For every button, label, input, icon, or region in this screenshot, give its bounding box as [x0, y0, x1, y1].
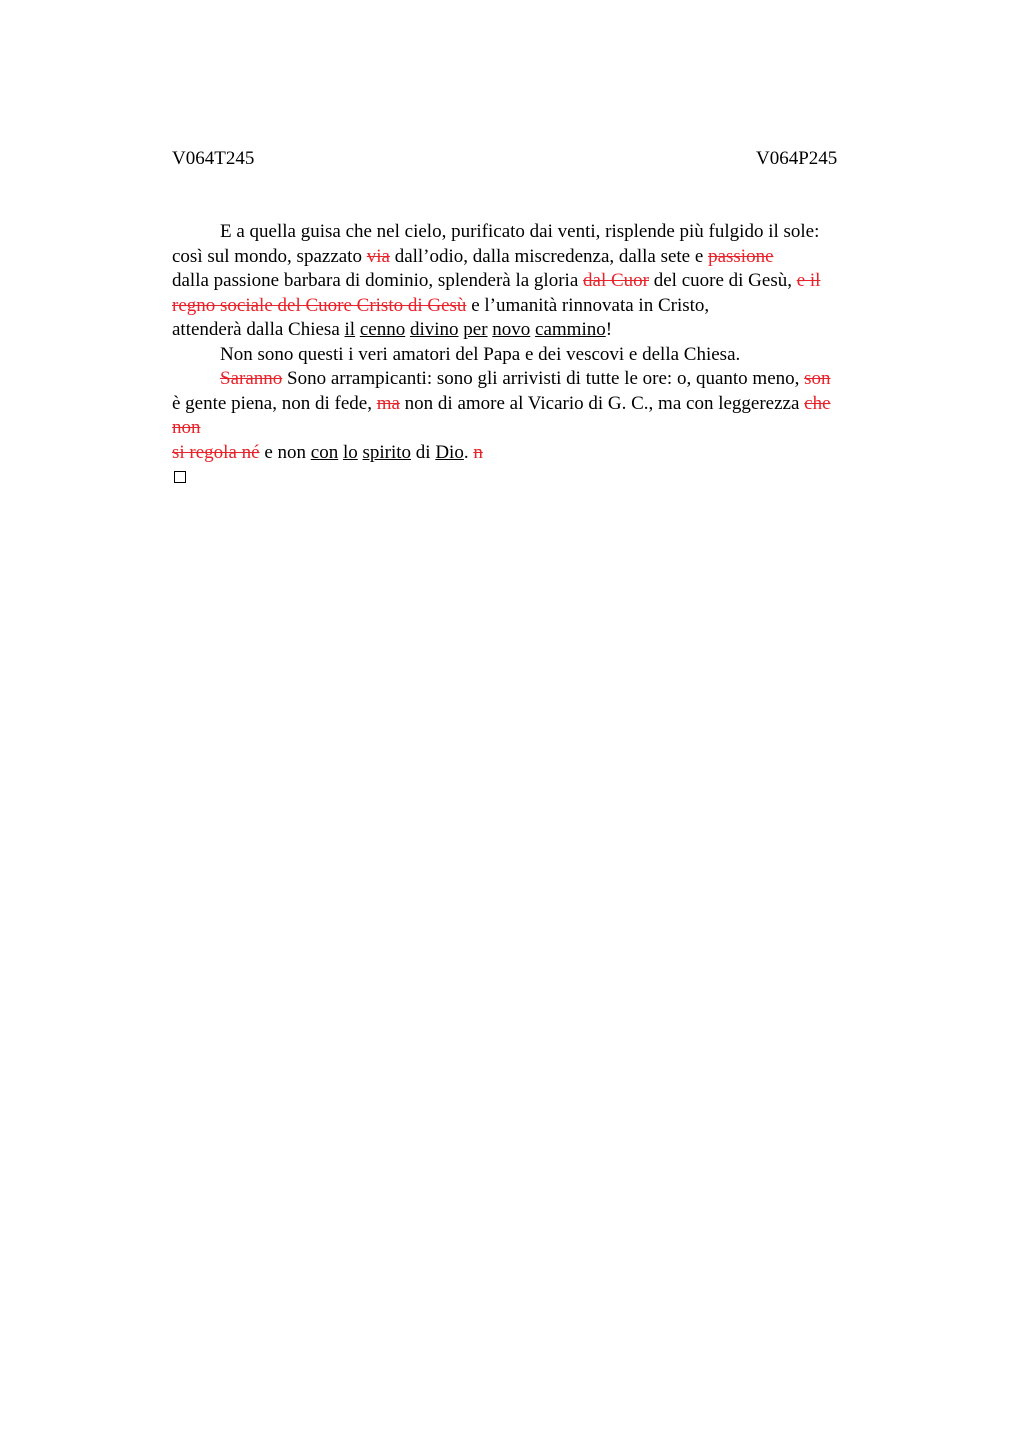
- text-line-4: [172, 294, 912, 319]
- text-run: di: [411, 441, 436, 463]
- underlined-word: cammino: [535, 319, 606, 340]
- text-line-1: [172, 220, 912, 245]
- text-line-7: [172, 367, 912, 392]
- deleted-text: non: [172, 417, 201, 438]
- underlined-word: lo: [342, 441, 358, 463]
- text-line-3: [172, 269, 912, 294]
- deleted-text: dal Cuor: [583, 270, 649, 291]
- deleted-text: che: [804, 392, 831, 414]
- text-line-5: [172, 318, 912, 343]
- text-run: attenderà dalla Chiesa: [172, 319, 345, 340]
- text-line-11: [172, 465, 912, 490]
- deleted-text: e il: [796, 270, 821, 291]
- underlined-word: con: [310, 441, 339, 463]
- deleted-text: son: [804, 368, 831, 389]
- text-line-9: [172, 416, 912, 441]
- text-run: è gente piena, non di fede,: [172, 392, 377, 414]
- document-code-left: V064T245: [172, 148, 255, 169]
- underlined-word: Dio: [435, 441, 464, 463]
- document-body: [172, 220, 912, 490]
- text-run: e l’umanità rinnovata in Cristo,: [466, 294, 710, 316]
- underlined-word: novo: [492, 319, 531, 340]
- text-run: Non sono questi i veri amatori del Papa e dei vescovi e della Chiesa.: [220, 343, 741, 365]
- document-code-right: V064P245: [756, 148, 838, 169]
- text-run: dall’odio, dalla miscredenza, dalla sete e: [389, 245, 709, 267]
- text-run: non di amore al Vicario di G. C., ma con leggerezza: [399, 392, 805, 414]
- text-run: E a quella guisa che nel cielo, purificato dai venti, risplende più fulgido il sole:: [220, 221, 820, 242]
- square-outline-icon: [174, 471, 186, 483]
- deleted-text: si regola né: [172, 441, 260, 463]
- deleted-text: passione: [708, 245, 774, 267]
- text-run: !: [605, 319, 613, 340]
- deleted-text: via: [366, 245, 390, 267]
- text-line-10: [172, 441, 912, 466]
- deleted-text: Saranno: [220, 368, 283, 389]
- underlined-word: il: [344, 319, 356, 340]
- text-run: .: [463, 441, 474, 463]
- underlined-word: spirito: [362, 441, 412, 463]
- text-run: e non: [259, 441, 311, 463]
- text-line-6: [172, 343, 912, 368]
- deleted-text: n: [473, 441, 483, 463]
- text-run: dalla passione barbara di dominio, splenderà la gloria: [172, 270, 584, 291]
- deleted-text: regno sociale del Cuore Cristo di Gesù: [172, 294, 467, 316]
- underlined-word: cenno: [359, 319, 406, 340]
- text-run: così sul mondo, spazzato: [172, 245, 367, 267]
- deleted-text: ma: [376, 392, 400, 414]
- text-run: Sono arrampicanti: sono gli arrivisti di tutte le ore: o, quanto meno,: [282, 368, 805, 389]
- text-line-2: [172, 245, 912, 270]
- underlined-word: per: [463, 319, 488, 340]
- text-run: del cuore di Gesù,: [648, 270, 797, 291]
- underlined-word: divino: [409, 319, 459, 340]
- text-line-8: [172, 392, 912, 417]
